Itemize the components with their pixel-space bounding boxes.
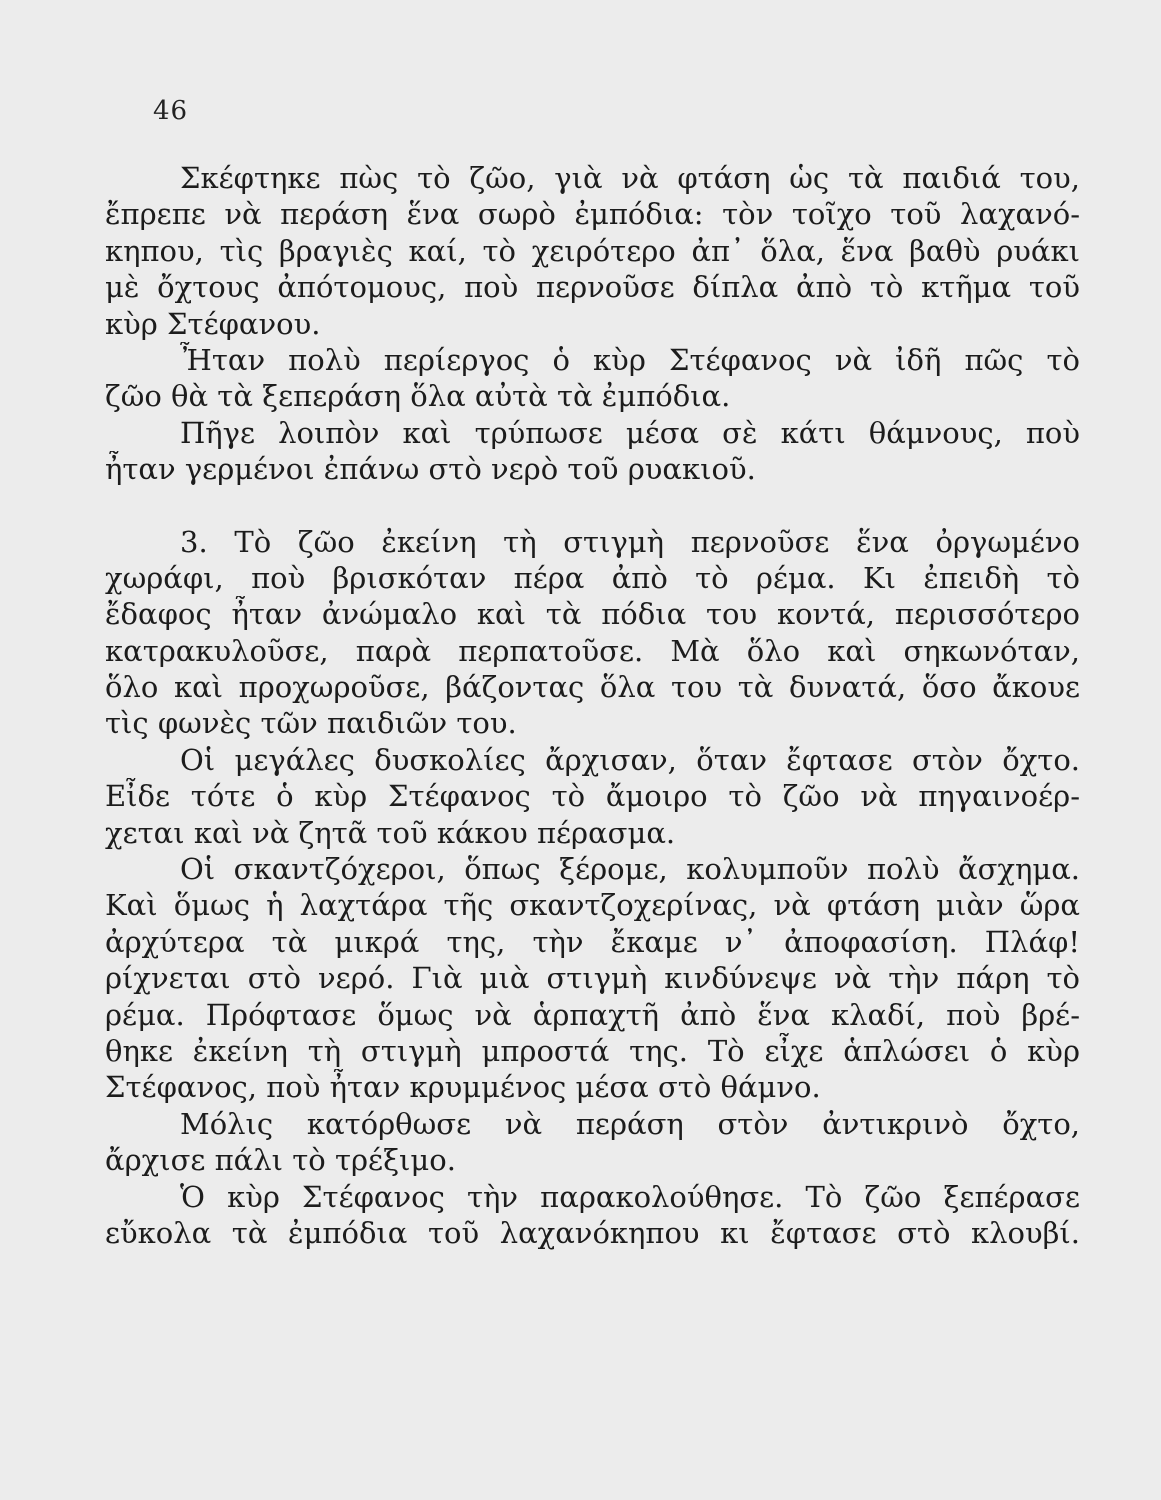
text-line: Σκέφτηκε πὼς τὸ ζῶο, γιὰ νὰ φτάση ὡς τὰ παιδιά του, bbox=[180, 161, 1080, 195]
text-line: θηκε ἐκείνη τὴ στιγμὴ μπροστά της. Τὸ εἶχε ἁπλώσει ὁ κὺρ bbox=[105, 1033, 1080, 1068]
text-line: εὔκολα τὰ ἐμπόδια τοῦ λαχανόκηπου κι ἔφτασε στὸ κλουβί. bbox=[105, 1215, 1080, 1250]
text-line: κὺρ Στέφανου. bbox=[105, 306, 321, 341]
text-line: χωράφι, ποὺ βρισκόταν πέρα ἀπὸ τὸ ρέμα. Κι ἐπειδὴ τὸ bbox=[105, 560, 1080, 595]
text-line: 3. Τὸ ζῶο ἐκείνη τὴ στιγμὴ περνοῦσε ἕνα ὀργωμένο bbox=[180, 524, 1080, 559]
text-line: Καὶ ὅμως ἡ λαχτάρα τῆς σκαντζοχερίνας, νὰ φτάση μιὰν ὥρα bbox=[105, 888, 1080, 923]
paragraph-4 bbox=[105, 524, 1080, 742]
paragraph-1 bbox=[105, 160, 1080, 342]
text-line: Μόλις κατόρθωσε νὰ περάση στὸν ἀντικρινὸ ὄχτο, bbox=[180, 1106, 1080, 1141]
section-gap bbox=[105, 488, 1080, 524]
page-number: 46 bbox=[153, 96, 189, 126]
text-line: Εἶδε τότε ὁ κὺρ Στέφανος τὸ ἄμοιρο τὸ ζῶο νὰ πηγαινοέρ- bbox=[105, 779, 1080, 814]
text-line: Ἦταν πολὺ περίεργος ὁ κὺρ Στέφανος νὰ ἰδῆ πῶς τὸ bbox=[180, 342, 1080, 377]
text-line: Πῆγε λοιπὸν καὶ τρύπωσε μέσα σὲ κάτι θάμνους, ποὺ bbox=[180, 415, 1080, 450]
text-line: ρίχνεται στὸ νερό. Γιὰ μιὰ στιγμὴ κινδύνεψε νὰ τὴν πάρη τὸ bbox=[105, 961, 1080, 996]
text-line: ἔπρεπε νὰ περάση ἕνα σωρὸ ἐμπόδια: τὸν τοῖχο τοῦ λαχανό- bbox=[105, 197, 1080, 232]
paragraph-2 bbox=[105, 342, 1080, 415]
paragraph-7 bbox=[105, 1106, 1080, 1179]
text-line: ζῶο θὰ τὰ ξεπεράση ὅλα αὐτὰ τὰ ἐμπόδια. bbox=[105, 379, 731, 414]
text-line: χεται καὶ νὰ ζητᾶ τοῦ κάκου πέρασμα. bbox=[105, 815, 676, 850]
text-line: ρέμα. Πρόφτασε ὅμως νὰ ἁρπαχτῆ ἀπὸ ἕνα κλαδί, ποὺ βρέ- bbox=[105, 997, 1080, 1032]
paragraph-8 bbox=[105, 1179, 1080, 1252]
paragraph-6 bbox=[105, 851, 1080, 1106]
text-line: Ὁ κὺρ Στέφανος τὴν παρακολούθησε. Τὸ ζῶο ξεπέρασε bbox=[180, 1179, 1080, 1214]
paragraph-5 bbox=[105, 742, 1080, 851]
text-line: τὶς φωνὲς τῶν παιδιῶν του. bbox=[105, 706, 517, 741]
text-line: ἦταν γερμένοι ἐπάνω στὸ νερὸ τοῦ ρυακιοῦ. bbox=[105, 452, 756, 487]
paragraph-3 bbox=[105, 415, 1080, 488]
text-line: ἄρχισε πάλι τὸ τρέξιμο. bbox=[105, 1143, 456, 1178]
text-line: μὲ ὄχτους ἀπότομους, ποὺ περνοῦσε δίπλα ἀπὸ τὸ κτῆμα τοῦ bbox=[105, 270, 1080, 305]
page-body bbox=[105, 160, 1080, 1251]
text-line: Οἱ μεγάλες δυσκολίες ἄρχισαν, ὅταν ἔφτασε στὸν ὄχτο. bbox=[180, 742, 1080, 777]
text-line: ὅλο καὶ προχωροῦσε, βάζοντας ὅλα του τὰ δυνατά, ὅσο ἄκουε bbox=[105, 670, 1080, 705]
text-line: κηπου, τὶς βραγιὲς καί, τὸ χειρότερο ἀπ᾽ ὅλα, ἕνα βαθὺ ρυάκι bbox=[105, 233, 1080, 268]
text-line: Οἱ σκαντζόχεροι, ὅπως ξέρομε, κολυμποῦν πολὺ ἄσχημα. bbox=[180, 852, 1080, 887]
text-line: ἀρχύτερα τὰ μικρά της, τὴν ἔκαμε ν᾽ ἀποφασίση. Πλάφ! bbox=[105, 924, 1080, 959]
text-line: κατρακυλοῦσε, παρὰ περπατοῦσε. Μὰ ὅλο καὶ σηκωνόταν, bbox=[105, 633, 1080, 668]
text-line: Στέφανος, ποὺ ἦταν κρυμμένος μέσα στὸ θάμνο. bbox=[105, 1070, 821, 1105]
text-line: ἔδαφος ἦταν ἀνώμαλο καὶ τὰ πόδια του κοντά, περισσότερο bbox=[105, 597, 1080, 632]
